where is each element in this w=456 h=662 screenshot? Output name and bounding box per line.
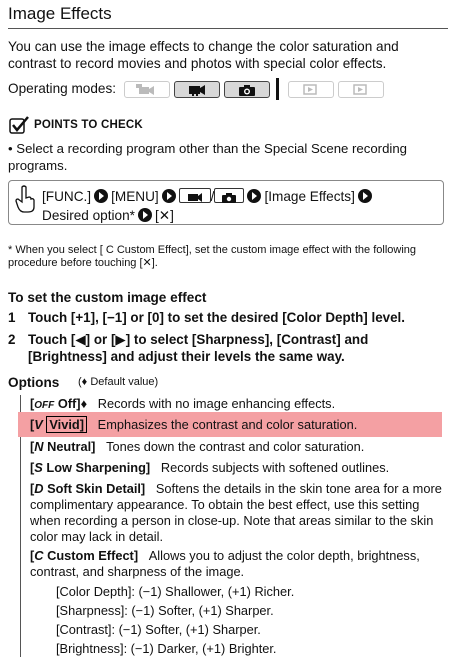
option-desc: Softens the details in the skin tone area for a more complimentary appearance. To obtain the best effect, use this setting when recording a person in close-up. Note that areas similar to the skin color may lack in detail.	[30, 481, 442, 544]
default-mark: ♦	[80, 396, 88, 411]
menu-label: [MENU]	[111, 189, 159, 204]
mode-auto-movie-icon	[124, 81, 170, 98]
custom-setting-brightness: [Brightness]: (−1) Darker, (+1) Brighter.	[56, 641, 277, 656]
next-arrow-icon	[247, 189, 261, 203]
option-name: Custom Effect]	[47, 548, 139, 563]
custom-setting-color-depth: [Color Depth]: (−1) Shallower, (+1) Richer.	[56, 584, 295, 599]
next-arrow-icon	[162, 189, 176, 203]
touch-hand-icon	[14, 185, 36, 213]
next-arrow-icon	[138, 208, 152, 222]
custom-setting-contrast: [Contrast]: (−1) Softer, (+1) Sharper.	[56, 622, 261, 637]
mode-movie-icon	[174, 81, 220, 98]
option-desc: Records subjects with softened outlines.	[160, 460, 390, 475]
option-name: Soft Skin Detail]	[47, 481, 146, 496]
title-divider	[8, 28, 448, 29]
movie-mode-icon	[179, 188, 211, 203]
desired-option-label: Desired option*	[42, 208, 135, 223]
operation-path	[42, 187, 442, 225]
effect-vivid-icon: V	[34, 417, 43, 432]
select-program-bullet: • Select a recording program other than the Special Scene recording programs.	[8, 141, 408, 173]
option-vivid: [V Vivid] Emphasizes the contrast and color saturation.	[30, 417, 358, 432]
option-name: Vivid]	[46, 416, 87, 433]
step-number: 1	[8, 310, 16, 325]
option-low-sharpening: [S Low Sharpening] Records subjects with softened outlines.	[30, 460, 390, 475]
option-off: [OFF Off]♦ Records with no image enhancing effects.	[30, 396, 336, 411]
next-arrow-icon	[358, 189, 372, 203]
custom-setting-sharpness: [Sharpness]: (−1) Softer, (+1) Sharper.	[56, 603, 274, 618]
option-name: Low Sharpening]	[46, 460, 151, 475]
effect-low-sharpening-icon: S	[34, 460, 43, 475]
footnote: * When you select [ C Custom Effect], set the custom image effect with the following procedure before touching [✕].	[8, 244, 417, 269]
page-title: Image Effects	[8, 4, 112, 23]
func-label: [FUNC.]	[42, 189, 92, 204]
options-heading: Options	[8, 375, 60, 390]
operating-modes-label: Operating modes:	[8, 81, 117, 96]
effect-off-icon: OFF	[34, 400, 55, 411]
intro-text: You can use the image effects to change the color saturation and contrast to record movies and photos with special color effects.	[8, 39, 399, 71]
effect-soft-skin-icon: D	[34, 481, 44, 496]
mode-slash: /	[210, 189, 215, 204]
effect-neutral-icon: N	[34, 439, 44, 454]
option-desc: Records with no image enhancing effects.	[97, 396, 336, 411]
step-text: Touch [+1], [−1] or [0] to set the desired [Color Depth] level.	[28, 310, 405, 325]
checkmark-icon	[8, 115, 30, 135]
default-value-note: (♦ Default value)	[78, 376, 159, 388]
option-custom-effect: [C Custom Effect] Allows you to adjust the color depth, brightness, contrast, and sharpness of the image.	[30, 548, 420, 579]
option-desc: Tones down the contrast and color saturation.	[106, 439, 365, 454]
close-label: [✕]	[154, 208, 174, 223]
step-number: 2	[8, 332, 16, 347]
option-desc: Allows you to adjust the color depth, brightness, contrast, and sharpness of the image.	[30, 548, 420, 579]
option-neutral: [N Neutral] Tones down the contrast and color saturation.	[30, 439, 365, 454]
points-to-check-heading	[8, 115, 143, 135]
mode-playback-photo-icon	[338, 81, 384, 98]
image-effects-label: [Image Effects]	[264, 189, 355, 204]
effect-custom-icon: C	[34, 548, 44, 563]
option-name: Neutral]	[47, 439, 96, 454]
photo-mode-icon	[214, 188, 244, 203]
option-soft-skin-detail: [D Soft Skin Detail] Softens the details in the skin tone area for a more complimentary appearance. To obtain the best effect, use this setting when recording a person in close-up. Note that areas similar to the skin color may lack in detail.	[30, 481, 442, 544]
next-arrow-icon	[94, 189, 108, 203]
points-to-check-label: POINTS TO CHECK	[34, 119, 143, 131]
mode-photo-icon	[224, 81, 270, 98]
custom-effect-heading: To set the custom image effect	[8, 290, 207, 305]
option-desc: Emphasizes the contrast and color saturation.	[97, 417, 358, 432]
mode-playback-movie-icon	[288, 81, 334, 98]
option-name: Off]	[57, 396, 81, 411]
mode-separator	[276, 78, 279, 100]
step-text: Touch [◀] or [▶] to select [Sharpness], [Contrast] and [Brightness] and adjust their levels the same way.	[28, 332, 369, 364]
